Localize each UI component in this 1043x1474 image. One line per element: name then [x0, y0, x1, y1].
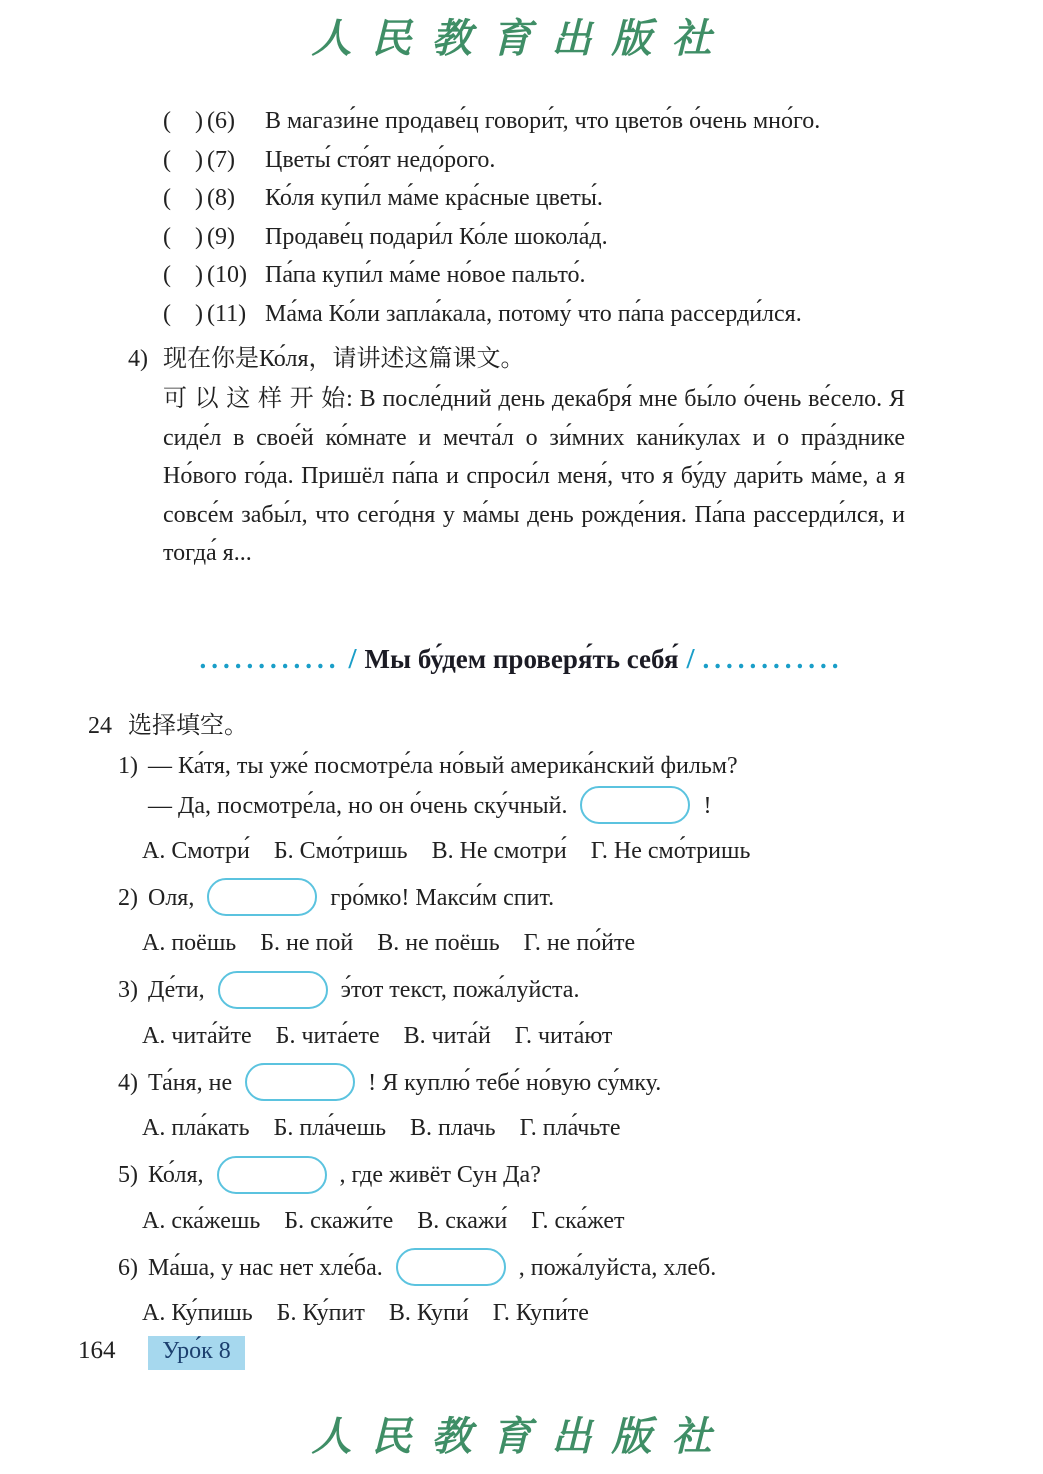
answer-slot: ( )	[163, 108, 203, 134]
question-line	[118, 746, 1043, 786]
item-number: (10)	[207, 262, 247, 288]
header-dots-left: ............	[199, 643, 341, 674]
question-line	[118, 878, 1043, 920]
checklist-row	[163, 102, 1043, 141]
exercise-24	[0, 706, 1043, 1334]
options-row	[142, 1293, 1043, 1333]
header-slash-left: /	[348, 642, 357, 675]
question-label: 2)	[118, 884, 138, 911]
item-number: (9)	[207, 223, 235, 250]
option: В. плачь	[410, 1115, 496, 1142]
question	[118, 746, 1043, 871]
page-footer	[78, 1336, 245, 1370]
question-label: 4)	[118, 1069, 138, 1096]
option: Б. скажи́те	[284, 1207, 394, 1234]
checklist-row	[163, 218, 1043, 257]
answer-slot: ( )	[163, 185, 203, 211]
question-line	[118, 970, 1043, 1012]
question	[118, 1248, 1043, 1333]
question-label: 6)	[118, 1254, 138, 1281]
option: Б. Смо́тришь	[273, 837, 408, 864]
option: А. Ку́пишь	[142, 1300, 253, 1327]
exercise-24-heading	[88, 706, 1043, 746]
option: Б. Ку́пит	[276, 1300, 365, 1327]
option: Г. пла́чьте	[519, 1115, 621, 1142]
question-text: — Ка́тя, ты уже́ посмотре́ла но́вый америка́нский фильм?	[148, 752, 738, 779]
option: Г. чита́ют	[514, 1022, 613, 1049]
option: Б. чита́ете	[275, 1022, 380, 1049]
item-number: (8)	[207, 185, 235, 211]
section-title: Мы бу́дем проверя́ть себя́	[364, 643, 679, 674]
question	[118, 970, 1043, 1055]
question-text: Ма́ша, у нас нет хле́ба. , пожа́луйста, хлеб.	[148, 1248, 1043, 1290]
question-text: Оля, гро́мко! Макси́м спит.	[148, 878, 1043, 920]
option: В. не поёшь	[377, 930, 500, 957]
publisher-logo-top: 人民教育出版社	[311, 15, 732, 62]
answer-blank	[217, 1156, 327, 1194]
question	[118, 1155, 1043, 1240]
answer-slot: ( )	[163, 223, 203, 250]
option: А. пла́кать	[142, 1115, 250, 1142]
header-slash-right: /	[686, 642, 695, 675]
item-text: В магази́не продаве́ц говори́т, что цвето́в о́чень мно́го.	[265, 108, 821, 134]
checklist-row	[163, 179, 1043, 218]
item-text: Па́па купи́л ма́ме но́вое пальто́.	[265, 262, 586, 288]
question-line	[118, 1248, 1043, 1290]
checklist-row	[163, 141, 1043, 180]
header-dots-right: ............	[702, 643, 844, 674]
option: В. скажи́	[417, 1207, 508, 1234]
item-text: Цветы́ сто́ят недо́рого.	[265, 146, 496, 173]
option: В. Не смотри́	[431, 837, 567, 864]
exercise-number: 24	[88, 712, 112, 739]
item-number: (7)	[207, 146, 235, 173]
item-text: Ко́ля купи́л ма́ме кра́сные цветы́.	[265, 185, 603, 211]
item-number: (6)	[207, 108, 235, 134]
lesson-badge: Уро́к 8	[148, 1336, 245, 1370]
question-label	[118, 786, 148, 828]
option: Г. Купи́те	[492, 1300, 589, 1327]
option: А. ска́жешь	[142, 1207, 261, 1234]
options-row	[142, 1201, 1043, 1241]
option: Г. не по́йте	[523, 930, 636, 957]
answer-blank	[396, 1248, 506, 1286]
option: А. чита́йте	[142, 1022, 252, 1049]
task-4	[128, 339, 1043, 573]
question-line	[118, 1155, 1043, 1197]
item-text: Ма́ма Ко́ли запла́кала, потому́ что па́па рассерди́лся.	[265, 300, 802, 327]
item-text: Продаве́ц подари́л Ко́ле шокола́д.	[265, 223, 608, 250]
question-text: Та́ня, не ! Я куплю́ тебе́ но́вую су́мку.	[148, 1063, 1043, 1105]
question-text: — Да, посмотре́ла, но он о́чень ску́чный. !	[148, 786, 1043, 828]
options-row	[142, 1016, 1043, 1056]
answer-blank	[245, 1063, 355, 1101]
question	[118, 878, 1043, 963]
option: А. поёшь	[142, 930, 237, 957]
question-text: Де́ти, э́тот текст, пожа́луйста.	[148, 970, 1043, 1012]
question	[118, 1063, 1043, 1148]
task-4-label: 4)	[128, 346, 148, 372]
question-line	[118, 1063, 1043, 1105]
task-4-sample-text: В после́дний день декабря́ мне бы́ло о́чень ве́село. Я сиде́л в свое́й ко́мнате и мечта́л о зи́мних кани́кулах и о пра́зднике Но́вого го́да. Пришёл па́па и спроси́л меня́, что я бу́ду дари́ть ма́ме, а я совсе́м забы́л, что сего́дня у ма́мы день рожде́ния. Па́па рассерди́лся, и тогда́ я...	[163, 386, 906, 566]
question-label: 1)	[118, 752, 138, 779]
option: В. Купи́	[388, 1300, 469, 1327]
checklist-row	[163, 295, 1043, 334]
answer-slot: ( )	[163, 262, 203, 288]
option: Г. ска́жет	[531, 1207, 625, 1234]
answer-slot: ( )	[163, 146, 203, 173]
option: Б. пла́чешь	[273, 1115, 387, 1142]
option: Б. не пой	[260, 930, 354, 957]
checklist-row	[163, 256, 1043, 295]
question-text: Ко́ля, , где живёт Сун Да?	[148, 1155, 1043, 1197]
question-line	[118, 786, 1043, 828]
publisher-logo-bottom: 人民教育出版社	[311, 1413, 732, 1460]
answer-blank	[218, 971, 328, 1009]
answer-slot: ( )	[163, 300, 203, 327]
answer-blank	[580, 786, 690, 824]
option: А. Смотри́	[142, 837, 250, 864]
question-list	[118, 746, 1043, 1334]
task-4-instruction: 现在你是Ко́ля，请讲述这篇课文。	[163, 346, 525, 372]
exercise-instruction: 选择填空。	[128, 712, 248, 739]
task-4-chinese-lead: 可 以 这 样 开 始:	[163, 386, 360, 412]
question-label: 5)	[118, 1162, 138, 1189]
answer-blank	[207, 878, 317, 916]
options-row	[142, 1108, 1043, 1148]
checklist	[163, 102, 1043, 333]
self-check-section-header	[0, 643, 1043, 676]
page-number: 164	[78, 1337, 116, 1364]
options-row	[142, 831, 1043, 871]
option: В. чита́й	[403, 1022, 491, 1049]
option: Г. Не смо́тришь	[590, 837, 751, 864]
item-number: (11)	[207, 300, 247, 327]
task-4-paragraph	[163, 380, 905, 573]
question-label: 3)	[118, 977, 138, 1004]
options-row	[142, 923, 1043, 963]
